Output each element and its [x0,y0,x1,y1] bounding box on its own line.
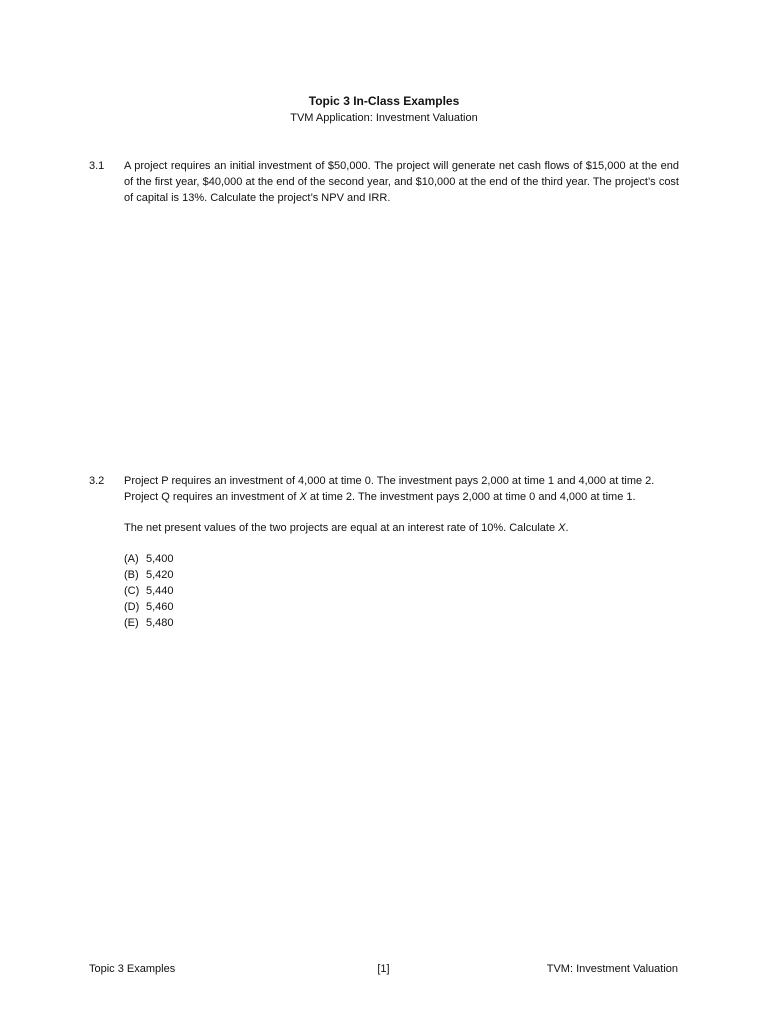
choice-value: 5,420 [146,569,174,581]
choice-letter: (D) [124,601,140,613]
question-line-2-end: at time 2. The investment pays 2,000 at time 0 and 4,000 at time 1. [306,491,636,503]
question-3-2 [89,473,679,631]
page-footer [89,961,678,977]
choice-letter: (B) [124,569,139,581]
question-line-2 [124,489,679,505]
choice-value: 5,460 [146,601,174,613]
question-body [124,158,679,206]
choice-b [124,567,679,583]
followup-start: The net present values of the two projects are equal at an interest rate of 10%. Calculate [124,522,559,534]
question-number: 3.2 [89,475,105,487]
followup-end: . [565,522,569,534]
page-subtitle: TVM Application: Investment Valuation [290,112,478,124]
footer-left-text: Topic 3 Examples [89,963,176,975]
choice-letter: (A) [124,553,139,565]
question-followup [124,520,679,536]
page-title: Topic 3 In-Class Examples [308,94,460,108]
choice-value: 5,480 [146,617,174,629]
question-3-1 [89,158,679,206]
choice-value: 5,400 [146,553,174,565]
choice-a [124,551,679,567]
choice-e [124,615,679,631]
question-body [124,473,679,631]
choice-letter: (C) [124,585,140,597]
variable-x: X [299,491,307,503]
question-number: 3.1 [89,160,105,172]
choice-letter: (E) [124,617,139,629]
question-line-1: Project P requires an investment of 4,000 at time 0. The investment pays 2,000 at time 1 and 4,000 at time 2. [124,475,655,487]
question-line-2-start: Project Q requires an investment of [124,491,300,503]
choice-c [124,583,679,599]
footer-page-number: [1] [377,963,390,975]
answer-choices [124,551,679,631]
variable-x: X [558,522,566,534]
footer-right-text: TVM: Investment Valuation [546,963,678,975]
choice-value: 5,440 [146,585,174,597]
question-text: A project requires an initial investment of $50,000. The project will generate net cash flows of $15,000 at the end of the first year, $40,000 at the end of the second year, and $10,000 at the end of the third year. The project’s cost of capital is 13%. Calculate the project’s NPV and IRR. [124,160,679,204]
choice-d [124,599,679,615]
